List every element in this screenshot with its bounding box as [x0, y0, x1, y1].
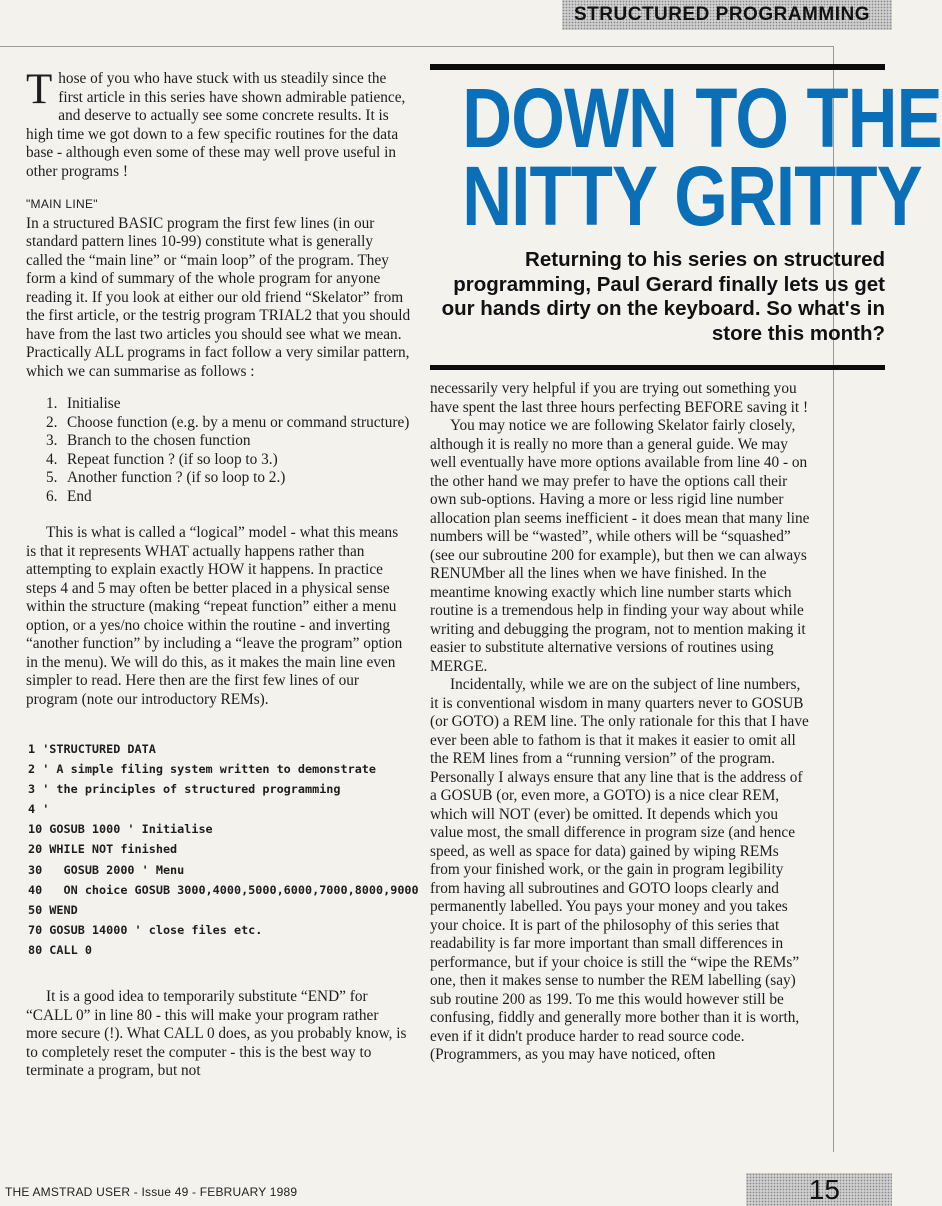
- code-line: 10 GOSUB 1000 ' Initialise: [28, 822, 213, 837]
- list-item: [46, 469, 412, 488]
- subheading: "MAIN LINE": [26, 197, 98, 211]
- page-number: 15: [746, 1173, 892, 1206]
- step-text: End: [67, 487, 92, 505]
- headline-rule-bottom: [430, 365, 885, 370]
- step-text: Another function ? (if so loop to 2.): [67, 469, 286, 486]
- list-item: [46, 488, 412, 507]
- right-paragraph-continued: necessarily very helpful if you are trying out something you have spent the last three hours perfecting BEFORE saving it !: [430, 380, 809, 416]
- code-line: 2 ' A simple filing system written to demonstrate: [28, 762, 377, 777]
- step-number: 2.: [46, 413, 58, 431]
- code-line: 1 'STRUCTURED DATA: [28, 742, 156, 756]
- list-item: [46, 414, 412, 433]
- steps-list: [26, 395, 412, 506]
- code-line: 20 WHILE NOT finished: [28, 842, 178, 857]
- step-number: 1.: [46, 395, 58, 412]
- step-number: 6.: [46, 487, 58, 505]
- list-item: [46, 395, 412, 414]
- step-text: Repeat function ? (if so loop to 3.): [67, 450, 278, 468]
- main-line-paragraph: In a structured BASIC program the first few lines (in our standard pattern lines 10-99) constitute what is generally called the “main line” or “main loop” of the program. They form a kind of summary of the whole program for anyone reading it. If you look at either our old friend “Skelator” from the first article, or the testrig program TRIAL2 that you should have from the last two articles you should see what we mean. Practically ALL programs in fact follow a very similar pattern, which we can summarise as follows :: [26, 214, 411, 380]
- headline-line-1: DOWN TO THE: [462, 71, 942, 165]
- left-column: [26, 66, 419, 1095]
- code-line: 40 ON choice GOSUB 3000,4000,5000,6000,7000,8000,9000: [28, 882, 419, 897]
- step-number: 5.: [46, 469, 58, 486]
- drop-cap: T: [26, 66, 53, 113]
- call-zero-paragraph: It is a good idea to temporarily substitute “END” for “CALL 0” in line 80 - this will make your program rather more secure (!). What CALL 0 does, as you probably know, is to completely reset the computer - this is the best way to terminate a program, but not: [26, 988, 407, 1080]
- step-number: 4.: [46, 450, 58, 468]
- line-numbers-paragraph: Incidentally, while we are on the subject of line numbers, it is conventional wisdom in many quarters never to GOSUB (or GOTO) a REM line. The only rationale for this that I have ever been able to fathom is that it makes it easier to omit all the REM lines from a “running version” of the program. Personally I always ensure that any line that is the address of a GOSUB (or, even more, a GOTO) is a nice clear REM, which will NOT (ever) be omitted. It depends which you value most, the small difference in program size (and hence speed, as well as space for data) gained by wiping REMs from your finished work, or the gain in program legibility from having all subroutines and GOTO loops clearly and permanently labelled. You pays your money and you takes your choice. It is part of the philosophy of this series that readability is far more important than small differences in performance, but if your choice is still the “wipe the REMs” one, then it makes sense to number the REM labelling (say) sub routine 200 as 199. To me this would however still be confusing, fiddly and generally more bother than it is worth, even if it didn't produce harder to read source code. (Programmers, as you may have noticed, often: [430, 676, 809, 1063]
- logical-model-paragraph: This is what is called a “logical” model - what this means is that it represents WHAT actually happens rather than attempting to explain exactly HOW it happens. In practice steps 4 and 5 may often be better placed in a physical sense within the structure (making “repeat function” either a menu option, or a yes/no choice within the routine - and inverting “another function” by including a “leave the program” option in the menu). We will do this, as it makes the main line even simpler to read. Here then are the first few lines of our program (note our introductory REMs).: [26, 524, 403, 708]
- code-line: 80 CALL 0: [28, 942, 92, 957]
- headline-rule-top: [430, 64, 885, 70]
- section-tag: STRUCTURED PROGRAMMING: [562, 0, 892, 30]
- intro-text: hose of you who have stuck with us steadily since the first article in this series have shown admirable patience, and deserve to actually see some concrete results. It is high time we got down to a few specific routines for the data base - although even some of these may well prove useful in other programs !: [26, 70, 406, 180]
- step-text: Initialise: [67, 395, 121, 412]
- step-number: 3.: [46, 432, 58, 449]
- step-text: Branch to the chosen function: [67, 432, 251, 449]
- headline-line-2: NITTY GRITTY: [462, 149, 922, 243]
- code-line: 30 GOSUB 2000 ' Menu: [28, 862, 185, 877]
- headline: [462, 71, 942, 243]
- skelator-paragraph: You may notice we are following Skelator fairly closely, although it is really no more than a general guide. We may well eventually have more options available from line 40 - on the other hand we may prefer to have the options call their own sub-options. Having a more or less rigid line number allocation plan seems inefficient - it does mean that many line numbers will be “wasted”, while others will be “squashed” (see our subroutine 200 for example), but then we can always RENUMber all the lines when we have finished. In the meantime knowing exactly which line number starts which routine is a tremendous help in finding your way about while writing and debugging the program, not to mention making it easier to substitute alternative versions of routines using MERGE.: [430, 417, 810, 675]
- right-column: [430, 380, 812, 1065]
- standfirst: Returning to his series on structured programming, Paul Gerard finally lets us get our hands dirty on the keyboard. So what's in store this month?: [441, 248, 885, 345]
- list-item: [46, 432, 412, 451]
- code-line: 50 WEND: [28, 902, 78, 917]
- code-line: 70 GOSUB 14000 ' close files etc.: [28, 922, 263, 937]
- code-line: 3 ' the principles of structured programming: [28, 782, 341, 797]
- step-text: Choose function (e.g. by a menu or command structure): [67, 413, 410, 431]
- intro-paragraph: [26, 66, 412, 181]
- footer: THE AMSTRAD USER - Issue 49 - FEBRUARY 1989: [5, 1185, 298, 1199]
- code-line: 4 ': [28, 802, 50, 817]
- list-item: [46, 451, 412, 470]
- code-listing: [28, 739, 419, 960]
